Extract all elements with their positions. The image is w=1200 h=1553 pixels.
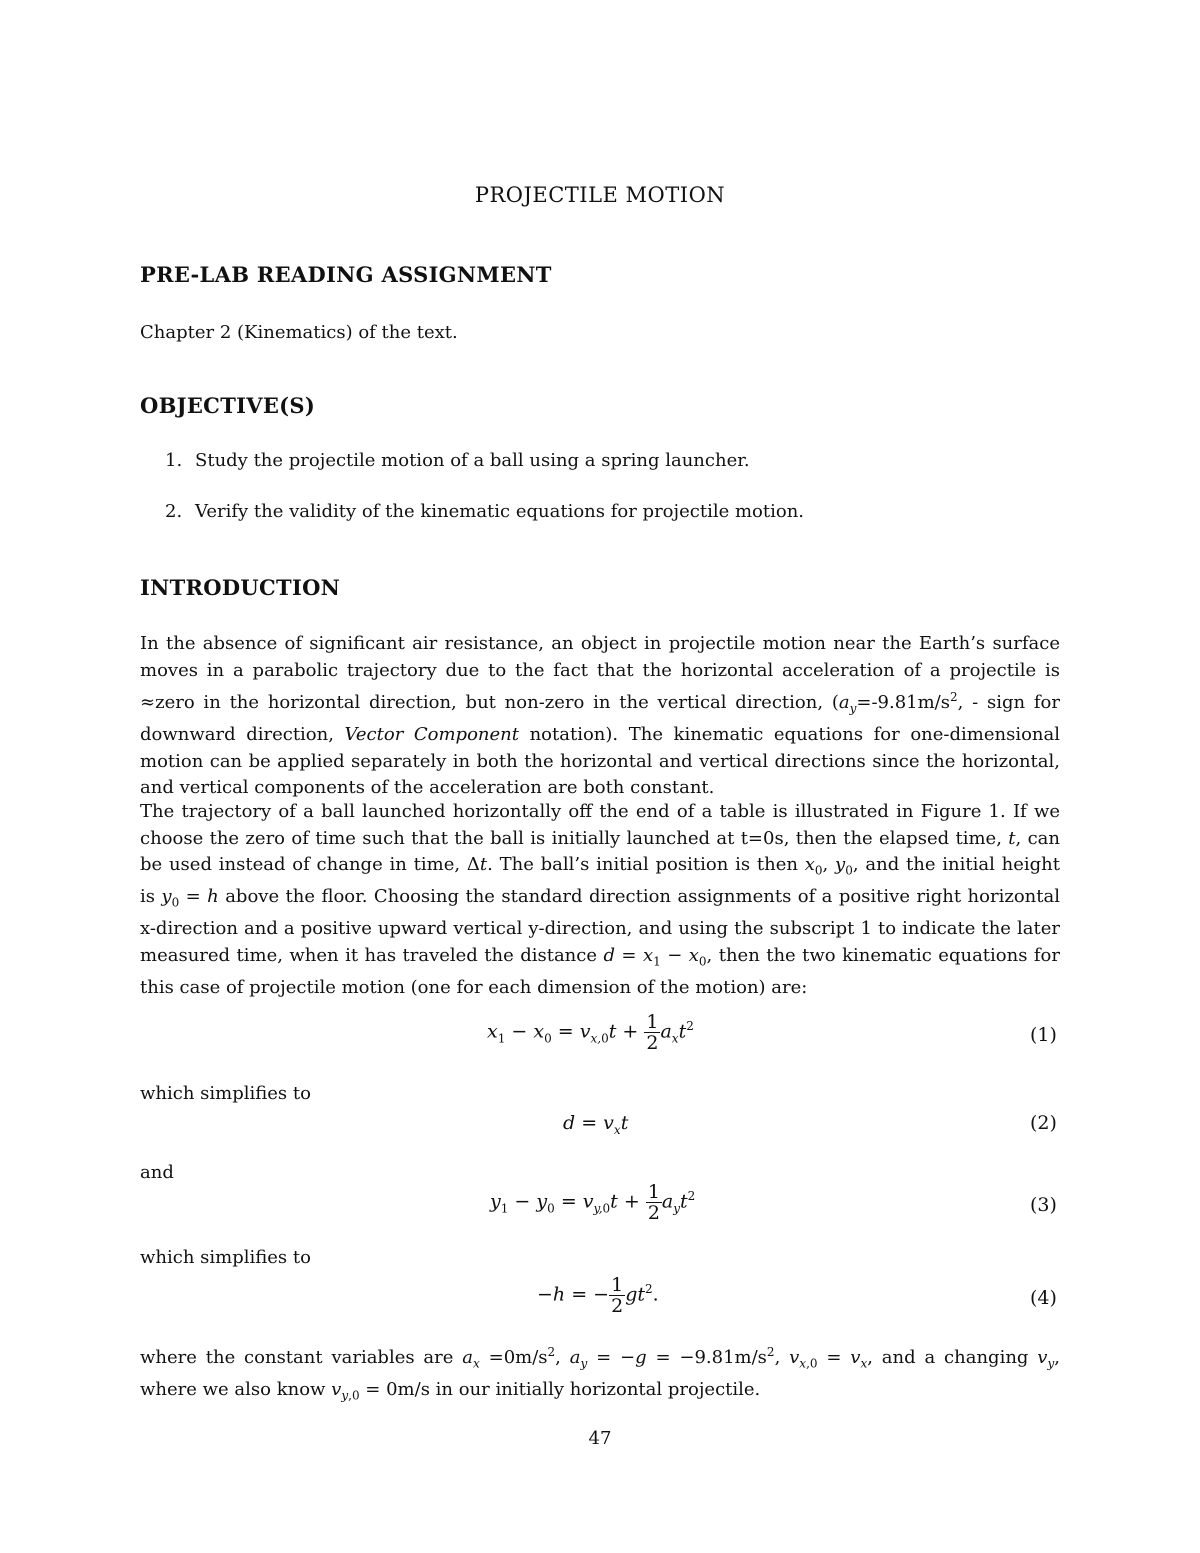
closing-paragraph: where the constant variables are $a_x =0m/s^2$, $a_y = -g = -9.81m/s^2$, $v_{x,0} = v_x$, and a changing $v_y$, where we also know $v_{y,0} = 0m/s$ in our initially horizontal projectile. bbox=[140, 1345, 1060, 1403]
page-title: PROJECTILE MOTION bbox=[474, 183, 726, 207]
document-page: PROJECTILE MOTION PRE-LAB READING ASSIGNMENT Chapter 2 (Kinematics) of the text. OBJECTIVE(S) 1. Study the projectile motion of a ball using a spring launcher. 2. Verify the validity of the kinematic equations for projectile motion. INTRODUCTION In the absence of significant air resistance, an object in projectile motion near the Earth’s surface moves in a parabolic trajectory due to the fact that the horizontal acceleration of a projectile is ≈zero in the horizontal direction, but non-zero in the vertical direction, ($a_y=-9.81m/s^2$, - sign for downward direction, Vector Component notation). The kinematic equations for one-dimensional motion can be applied separately in both the horizontal and vertical directions since the horizontal, and vertical components of the acceleration are both constant. The trajectory of a ball launched horizontally off the end of a table is illustrated in Figure 1. If we choose the zero of time such that the ball is initially launched at t=0s, then the elapsed time, t, can be used instead of change in time, Δt. The ball’s initial position is then $x_0$, $y_0$, and the initial height is $y_0 = h$ above the floor. Choosing the standard direction assignments of a positive right horizontal x-direction and a positive upward vertical y-direction, and using the subscript 1 to indicate the later measured time, when it has traveled the distance $d = x_1 - x_0$, then the two kinematic equations for this case of projectile motion (one for each dimension of the motion) are: $x_1 - x_0 = v_{x,0}t$ + $\frac{1}{2}$ $a_xt^2$ (1) which simplifies to $d = v_xt$ (2) and $y_1 - y_0 = v_{y,0}t$ + $\frac{1}{2}$ $a_yt^2$ (3) which simplifies to −h = − $\frac{1}{2}$ $gt^2$. (4) where the constant variables are $a_x =0m/s^2$, $a_y = -g = -9.81m/s^2$, $v_{x,0} = v_x$, and a changing $v_y$, where we also know $v_{y,0} = 0m/s$ in our initially horizontal projectile. 47 bbox=[0, 0, 1200, 1553]
intro-paragraph-2: The trajectory of a ball launched horizontally off the end of a table is illustrated in Figure 1. If we choose the zero of time such that the ball is initially launched at t=0s, then the elapsed time, t, can be used instead of change in time, Δt. The ball’s initial position is then $x_0$, $y_0$, and the initial height is $y_0 = h$ above the floor. Choosing the standard direction assignments of a positive right horizontal x-direction and a positive upward vertical y-direction, and using the subscript 1 to indicate the later measured time, when it has traveled the distance $d = x_1 - x_0$, then the two kinematic equations for this case of projectile motion (one for each dimension of the motion) are: bbox=[140, 801, 1061, 998]
prelab-heading: PRE-LAB READING ASSIGNMENT bbox=[140, 262, 552, 287]
introduction-heading: INTRODUCTION bbox=[140, 575, 341, 600]
connector-text: and bbox=[140, 1162, 174, 1183]
connector-text: which simplifies to bbox=[140, 1247, 311, 1268]
objective-text: Verify the validity of the kinematic equations for projectile motion. bbox=[195, 501, 805, 522]
objective-number: 1. bbox=[165, 450, 183, 471]
objective-text: Study the projectile motion of a ball using a spring launcher. bbox=[195, 450, 750, 471]
equation-number: (1) bbox=[1030, 1024, 1057, 1046]
objective-number: 2. bbox=[165, 501, 183, 522]
intro-paragraph-1: In the absence of significant air resistance, an object in projectile motion near the Earth’s surface moves in a parabolic trajectory due to the fact that the horizontal acceleration of a projectile is ≈zero in the horizontal direction, but non-zero in the vertical direction, ($a_y=-9.81m/s^2$, - sign for downward direction, Vector Component notation). The kinematic equations for one-dimensional motion can be applied separately in both the horizontal and vertical directions since the horizontal, and vertical components of the acceleration are both constant. bbox=[140, 633, 1060, 799]
page-number: 47 bbox=[588, 1428, 612, 1449]
equation-number: (4) bbox=[1030, 1287, 1057, 1309]
objective-item bbox=[165, 501, 804, 522]
equation-number: (3) bbox=[1030, 1194, 1057, 1216]
objective-item bbox=[165, 450, 750, 471]
objectives-heading: OBJECTIVE(S) bbox=[140, 393, 316, 418]
prelab-text: Chapter 2 (Kinematics) of the text. bbox=[140, 322, 458, 343]
connector-text: which simplifies to bbox=[140, 1083, 311, 1104]
equation-number: (2) bbox=[1030, 1112, 1057, 1134]
emphasis-text: Vector Component bbox=[344, 724, 519, 746]
